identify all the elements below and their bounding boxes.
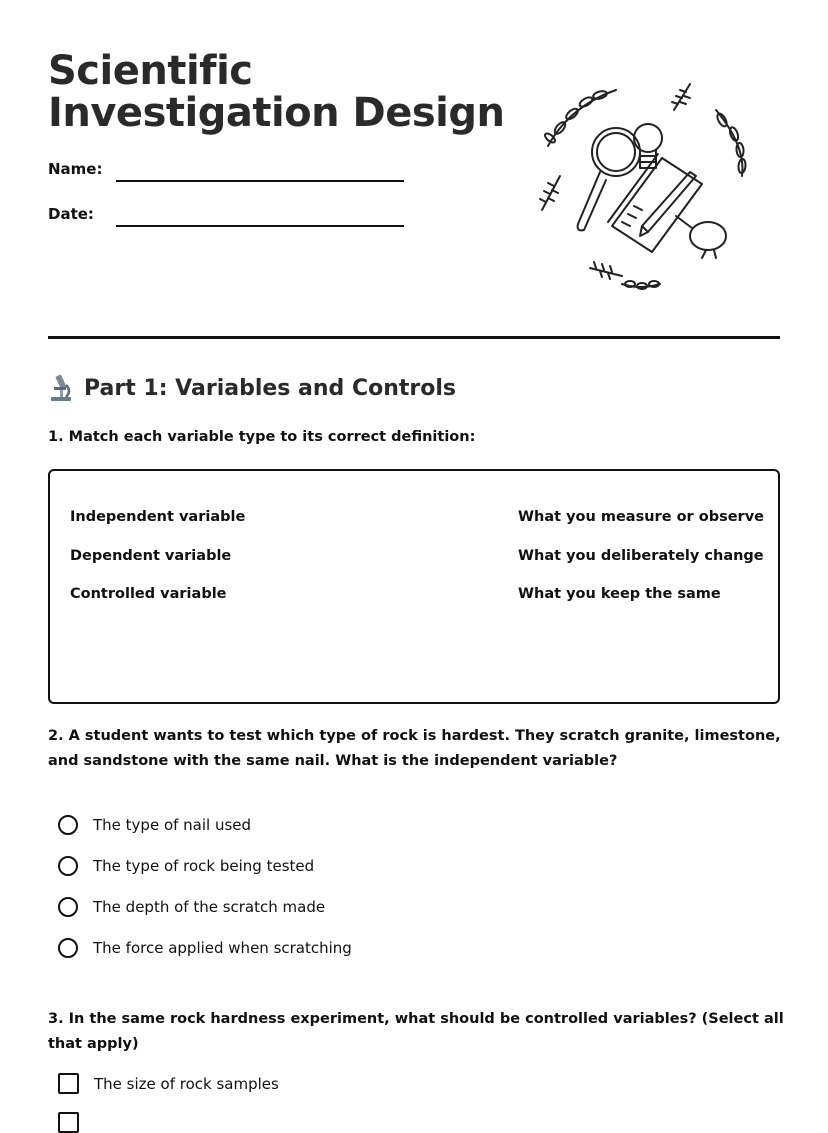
radio-button[interactable] bbox=[58, 815, 78, 835]
match-term[interactable]: Dependent variable bbox=[70, 548, 232, 564]
q3-option[interactable] bbox=[58, 1112, 94, 1133]
science-illustration bbox=[530, 76, 766, 302]
option-label: The depth of the scratch made bbox=[93, 898, 326, 916]
radio-button[interactable] bbox=[58, 897, 78, 917]
checkbox[interactable] bbox=[58, 1112, 79, 1133]
option-label: The size of rock samples bbox=[94, 1074, 279, 1093]
q2-option[interactable] bbox=[58, 815, 251, 835]
match-definition[interactable]: What you measure or observe bbox=[518, 509, 764, 525]
name-field[interactable] bbox=[116, 180, 404, 182]
matching-box bbox=[48, 469, 780, 704]
question-3: 3. In the same rock hardness experiment, what should be controlled variables? (Select all that apply) bbox=[48, 1011, 784, 1052]
match-term[interactable]: Independent variable bbox=[70, 509, 246, 525]
q2-option[interactable] bbox=[58, 897, 325, 917]
section-divider bbox=[48, 336, 780, 339]
question-1: 1. Match each variable type to its correct definition: bbox=[48, 429, 476, 445]
match-definition[interactable]: What you keep the same bbox=[518, 586, 721, 602]
radio-button[interactable] bbox=[58, 856, 78, 876]
checkbox[interactable] bbox=[58, 1073, 79, 1094]
name-label: Name: bbox=[48, 160, 103, 178]
match-definition[interactable]: What you deliberately change bbox=[518, 548, 764, 564]
section-1-heading bbox=[48, 373, 456, 403]
q2-option[interactable] bbox=[58, 938, 352, 958]
option-label: The type of nail used bbox=[93, 816, 252, 834]
option-label: The force applied when scratching bbox=[93, 939, 352, 957]
date-field[interactable] bbox=[116, 225, 404, 227]
microscope-icon bbox=[48, 373, 74, 403]
section-1-title: Part 1: Variables and Controls bbox=[84, 375, 456, 401]
worksheet-title: Scientific Investigation Design bbox=[48, 48, 505, 136]
q2-option[interactable] bbox=[58, 856, 314, 876]
date-label: Date: bbox=[48, 205, 94, 223]
option-label: The type of rock being tested bbox=[93, 857, 315, 875]
q3-option[interactable] bbox=[58, 1073, 279, 1094]
radio-button[interactable] bbox=[58, 938, 78, 958]
question-2: 2. A student wants to test which type of rock is hardest. They scratch granite, limestone, and sandstone with the same nail. What is the independent variable? bbox=[48, 728, 781, 769]
match-term[interactable]: Controlled variable bbox=[70, 586, 227, 602]
